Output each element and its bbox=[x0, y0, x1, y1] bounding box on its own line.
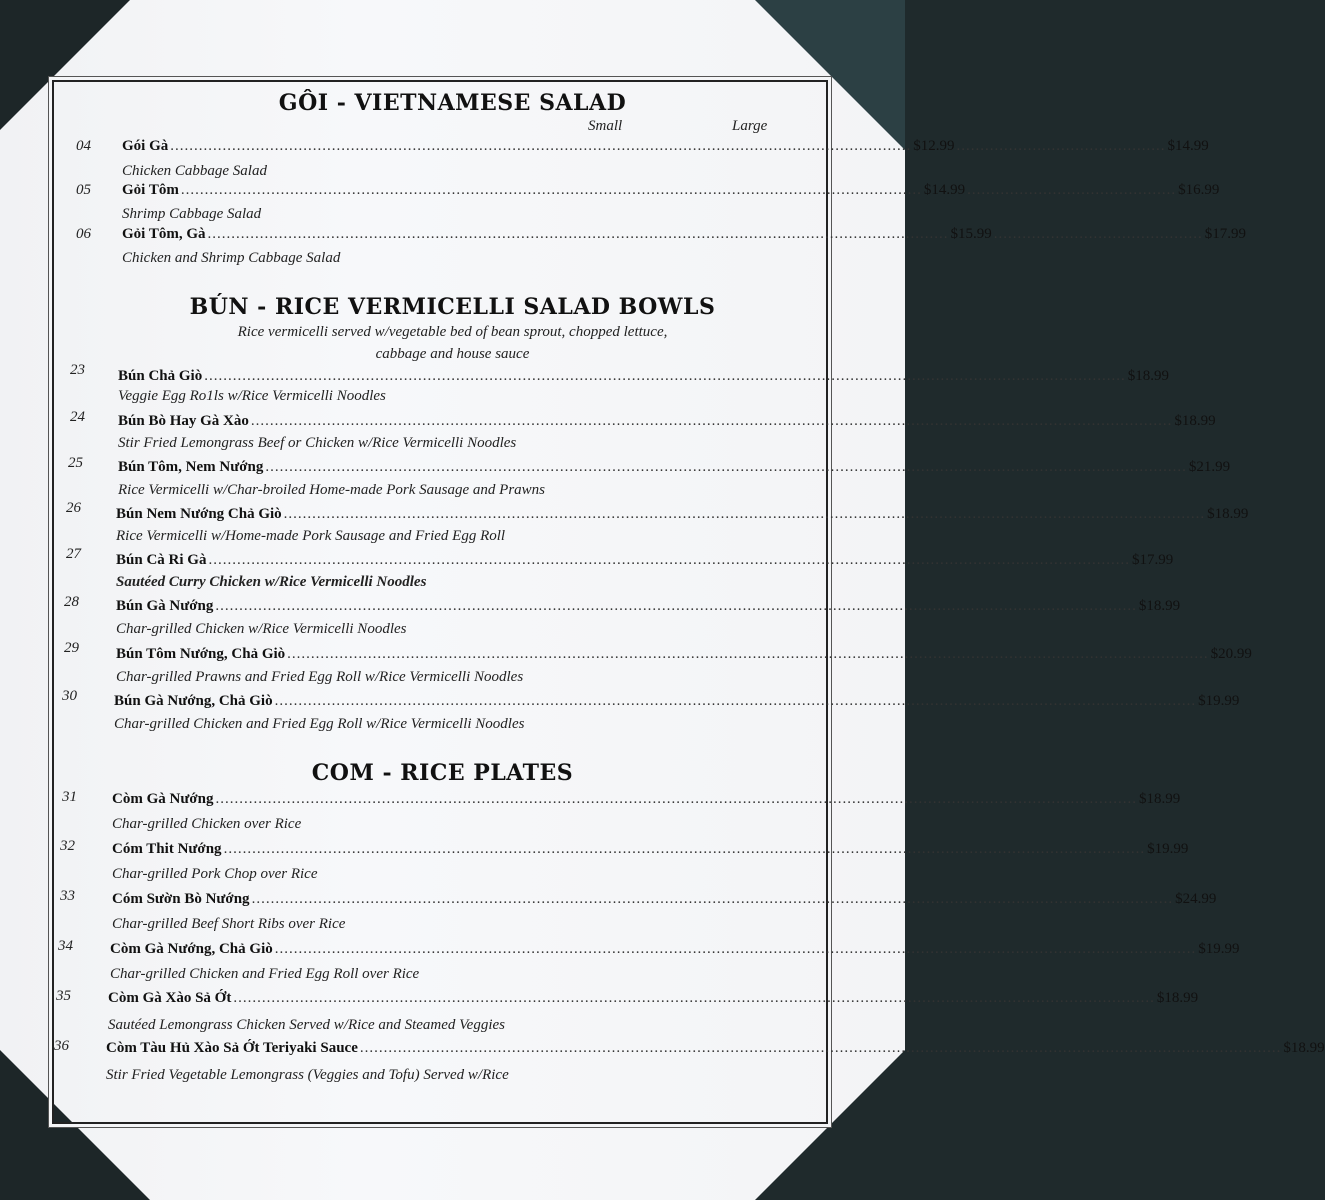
item-price-large: $16.99 bbox=[1178, 182, 1220, 198]
item-description: Char-grilled Chicken and Fried Egg Roll w/Rice Vermicelli Noodles bbox=[114, 716, 525, 732]
item-number: 29 bbox=[64, 640, 79, 656]
item-price-large: $14.99 bbox=[1167, 138, 1209, 154]
item-number: 24 bbox=[70, 409, 85, 425]
item-name: Bún Gà Nướng bbox=[116, 598, 214, 614]
leader-dots: ............................................................................................................................................................ bbox=[170, 138, 912, 154]
item-description: Veggie Egg Ro1ls w/Rice Vermicelli Noodles bbox=[118, 388, 386, 404]
item-description: Sautéed Lemongrass Chicken Served w/Rice and Steamed Veggies bbox=[108, 1017, 505, 1033]
item-price-large: $17.99 bbox=[1204, 226, 1246, 242]
menu-item-row bbox=[116, 506, 1249, 523]
item-number: 35 bbox=[56, 988, 71, 1004]
menu-item-row bbox=[106, 1040, 1325, 1057]
item-number: 36 bbox=[54, 1038, 69, 1054]
item-price: $19.99 bbox=[1147, 841, 1189, 857]
item-description: Rice Vermicelli w/Char-broiled Home-made Pork Sausage and Prawns bbox=[118, 482, 545, 498]
section-title-goi: GÔI - VIETNAMESE SALAD bbox=[278, 90, 627, 116]
item-description: Stir Fried Lemongrass Beef or Chicken w/Rice Vermicelli Noodles bbox=[118, 435, 517, 451]
item-number: 27 bbox=[66, 546, 81, 562]
item-number: 34 bbox=[58, 938, 73, 954]
leader-dots: ............................................ bbox=[956, 138, 1166, 154]
menu-item-row bbox=[110, 941, 1240, 958]
item-name: Bún Bò Hay Gà Xào bbox=[118, 413, 249, 429]
item-price: $18.99 bbox=[1283, 1040, 1325, 1056]
item-description: Char-grilled Prawns and Fried Egg Roll w/Rice Vermicelli Noodles bbox=[116, 669, 524, 685]
item-description: Char-grilled Beef Short Ribs over Rice bbox=[112, 916, 346, 932]
menu-item-row bbox=[118, 368, 1169, 385]
item-name: Cóm Sườn Bò Nướng bbox=[112, 891, 250, 907]
item-name: Còm Gà Nướng bbox=[112, 791, 214, 807]
column-header-large: Large bbox=[732, 118, 768, 134]
item-name: Bún Gà Nướng, Chả Giò bbox=[114, 693, 273, 709]
leader-dots: .................................................................................................................................................................................................. bbox=[287, 646, 1209, 662]
leader-dots: .................................................................................................................................................................................................. bbox=[215, 598, 1137, 614]
item-name: Bún Nem Nướng Chả Giò bbox=[116, 506, 282, 522]
leader-dots: ............................................................................................................................................................ bbox=[207, 226, 949, 242]
section-title-bun: BÚN - RICE VERMICELLI SALAD BOWLS bbox=[189, 294, 716, 320]
menu-item-row bbox=[122, 182, 1220, 199]
item-number: 05 bbox=[76, 182, 91, 198]
leader-dots: .................................................................................................................................................................................................. bbox=[233, 990, 1155, 1006]
item-price: $21.99 bbox=[1188, 459, 1231, 475]
item-price-small: $14.99 bbox=[923, 182, 966, 198]
item-name: Bún Chả Giò bbox=[118, 368, 203, 384]
leader-dots: ............................................ bbox=[967, 182, 1177, 198]
menu-item-row bbox=[112, 791, 1181, 808]
section-title-com: COM - RICE PLATES bbox=[311, 760, 574, 786]
item-price: $18.99 bbox=[1138, 791, 1181, 807]
item-number: 26 bbox=[66, 500, 81, 516]
item-number: 30 bbox=[62, 688, 77, 704]
menu-item-row bbox=[112, 891, 1217, 908]
column-header-small: Small bbox=[588, 118, 623, 134]
item-number: 32 bbox=[60, 838, 75, 854]
item-name: Gói Gà bbox=[122, 138, 169, 154]
item-name: Còm Tàu Hủ Xào Sả Ớt Teriyaki Sauce bbox=[106, 1040, 358, 1056]
menu-item-row bbox=[108, 990, 1199, 1007]
item-description: Char-grilled Chicken and Fried Egg Roll over Rice bbox=[110, 966, 420, 982]
menu-item-row bbox=[122, 138, 1209, 155]
leader-dots: .................................................................................................................................................................................................. bbox=[251, 891, 1174, 907]
leader-dots: .................................................................................................................................................................................................. bbox=[265, 459, 1187, 475]
item-price-small: $12.99 bbox=[913, 138, 955, 154]
item-description: Char-grilled Pork Chop over Rice bbox=[112, 866, 318, 882]
item-price: $24.99 bbox=[1175, 891, 1217, 907]
item-name: Bún Tôm Nướng, Chả Giò bbox=[116, 646, 286, 662]
item-price: $19.99 bbox=[1198, 941, 1240, 957]
item-name: Gỏi Tôm, Gà bbox=[122, 226, 206, 242]
item-price: $18.99 bbox=[1156, 990, 1199, 1006]
item-name: Cóm Thit Nướng bbox=[112, 841, 222, 857]
leader-dots: .................................................................................................................................................................................................. bbox=[283, 506, 1206, 522]
item-price: $18.99 bbox=[1127, 368, 1169, 384]
item-description: Stir Fried Vegetable Lemongrass (Veggies and Tofu) Served w/Rice bbox=[106, 1067, 509, 1083]
menu-item-row bbox=[114, 693, 1240, 710]
leader-dots: ............................................ bbox=[993, 226, 1203, 242]
leader-dots: .................................................................................................................................................................................................. bbox=[208, 552, 1130, 568]
item-number: 28 bbox=[64, 594, 79, 610]
menu-item-row bbox=[118, 459, 1231, 476]
menu-item-row bbox=[112, 841, 1189, 858]
item-price: $17.99 bbox=[1131, 552, 1174, 568]
leader-dots: .................................................................................................................................................................................................. bbox=[223, 841, 1146, 857]
leader-dots: ............................................................................................................................................................ bbox=[180, 182, 922, 198]
item-number: 25 bbox=[68, 455, 83, 471]
item-number: 31 bbox=[62, 789, 77, 805]
item-description: Shrimp Cabbage Salad bbox=[122, 206, 262, 222]
item-name: Bún Cà Ri Gà bbox=[116, 552, 207, 568]
item-price: $18.99 bbox=[1207, 506, 1249, 522]
menu-item-row bbox=[116, 552, 1174, 569]
item-name: Bún Tôm, Nem Nướng bbox=[118, 459, 264, 475]
leader-dots: .................................................................................................................................................................................................. bbox=[359, 1040, 1282, 1056]
menu-item-row bbox=[116, 646, 1252, 663]
item-price: $20.99 bbox=[1210, 646, 1252, 662]
leader-dots: .................................................................................................................................................................................................. bbox=[215, 791, 1137, 807]
item-price: $19.99 bbox=[1198, 693, 1240, 709]
leader-dots: .................................................................................................................................................................................................. bbox=[204, 368, 1126, 384]
item-description: Char-grilled Chicken over Rice bbox=[112, 816, 302, 832]
item-description: Chicken Cabbage Salad bbox=[122, 163, 267, 179]
item-description: Sautéed Curry Chicken w/Rice Vermicelli Noodles bbox=[116, 574, 427, 590]
item-price: $18.99 bbox=[1138, 598, 1181, 614]
item-name: Còm Gà Xào Sả Ớt bbox=[108, 990, 232, 1006]
section-subtitle-line1: Rice vermicelli served w/vegetable bed of bean sprout, chopped lettuce, bbox=[237, 324, 668, 340]
menu-item-row bbox=[118, 413, 1216, 430]
item-description: Chicken and Shrimp Cabbage Salad bbox=[122, 250, 341, 266]
item-number: 33 bbox=[60, 888, 75, 904]
item-number: 04 bbox=[76, 138, 91, 154]
leader-dots: .................................................................................................................................................................................................. bbox=[250, 413, 1173, 429]
item-price: $18.99 bbox=[1174, 413, 1216, 429]
menu-item-row bbox=[116, 598, 1181, 615]
leader-dots: .................................................................................................................................................................................................. bbox=[274, 941, 1197, 957]
section-subtitle-line2: cabbage and house sauce bbox=[375, 346, 530, 362]
item-number: 23 bbox=[70, 362, 85, 378]
menu-item-row bbox=[122, 226, 1246, 243]
item-description: Char-grilled Chicken w/Rice Vermicelli Noodles bbox=[116, 621, 407, 637]
item-name: Gỏi Tôm bbox=[122, 182, 179, 198]
item-price-small: $15.99 bbox=[950, 226, 992, 242]
leader-dots: .................................................................................................................................................................................................. bbox=[274, 693, 1197, 709]
item-name: Còm Gà Nướng, Chả Giò bbox=[110, 941, 273, 957]
item-description: Rice Vermicelli w/Home-made Pork Sausage and Fried Egg Roll bbox=[116, 528, 506, 544]
item-number: 06 bbox=[76, 226, 91, 242]
